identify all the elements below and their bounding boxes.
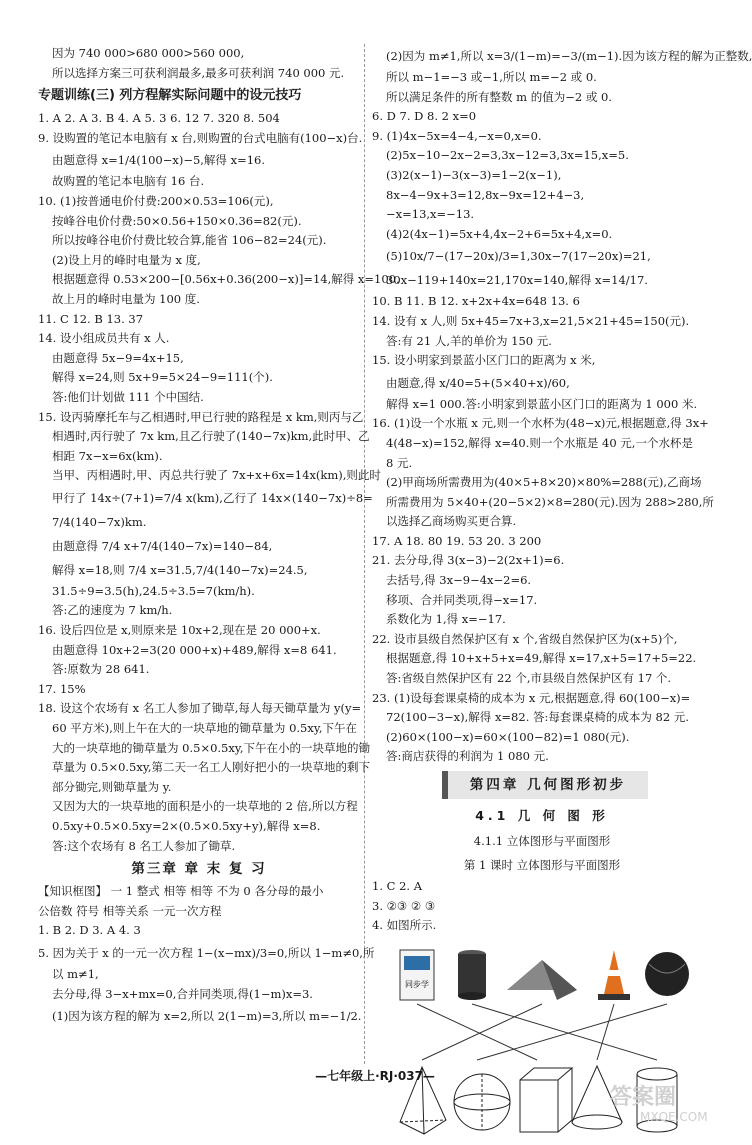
- answer-line: (5)10x/7−(17−20x)/3=1,30x−7(17−20x)=21,: [386, 249, 651, 264]
- answer-line: 系数化为 1,得 x=−17.: [386, 612, 506, 627]
- answer-line: 22. 设市县级自然保护区有 x 个,省级自然保护区为(x+5)个,: [372, 631, 678, 646]
- answer-line: 21. 去分母,得 3(x−3)−2(2x+1)=6.: [372, 553, 565, 568]
- answer-line: 【知识框图】 一 1 整式 相等 相等 不为 0 各分母的最小: [38, 884, 324, 899]
- answer-line: 4(48−x)=152,解得 x=40.则一个水瓶是 40 元,一个水杯是: [386, 435, 693, 450]
- answer-line: (4)2(4x−1)=5x+4,4x−2+6=5x+4,x=0.: [386, 226, 613, 241]
- answer-line: 大的一块草地的锄草量为 0.5×0.5xy,下午在小的一块草地的锄: [52, 740, 370, 755]
- answer-line: 根据题意得 0.53×200−[0.56x+0.36(200−x)]=14,解得 x=100.: [52, 272, 400, 287]
- answer-line: 4. 如图所示.: [372, 918, 437, 933]
- answer-line: (2)甲商场所需费用为(40×5+8×20)×80%=288(元),乙商场: [386, 475, 702, 490]
- answer-line: 由题意得 x=1/4(100−x)−5,解得 x=16.: [52, 153, 266, 168]
- answer-line: 14. 设有 x 人,则 5x+45=7x+3,x=21,5×21+45=150(元).: [372, 313, 690, 328]
- answer-line: 答:有 21 人,羊的单价为 150 元.: [386, 333, 552, 348]
- section-heading: 专题训练(三) 列方程解实际问题中的设元技巧: [38, 88, 302, 104]
- answer-line: 9. (1)4x−5x=4−4,−x=0,x=0.: [372, 128, 542, 143]
- answer-line: 3. ②③ ② ③: [372, 898, 436, 913]
- answer-line: 10. (1)按普通电价付费:200×0.53=106(元),: [38, 193, 274, 208]
- answer-line: 60 平方米),则上午在大的一块草地的锄草量为 0.5xy,下午在: [52, 721, 357, 736]
- answer-line: (2)因为 m≠1,所以 x=3/(1−m)=−3/(m−1).因为该方程的解为正整数,: [386, 49, 752, 63]
- right-answer-lines: [372, 44, 752, 767]
- answer-line: 由题意得 7/4 x+7/4(140−7x)=140−84,: [52, 538, 273, 553]
- answer-line: 15. 设小明家到景蓝小区门口的距离为 x 米,: [372, 353, 596, 368]
- answer-line: 所需费用为 5×40+(20−5×2)×8=280(元).因为 288>280,所: [386, 494, 714, 509]
- answer-line: 17. 15%: [38, 681, 86, 696]
- answer-line: 草量为 0.5×0.5xy,第二天一名工人刚好把小的一块草地的剩下: [52, 760, 370, 775]
- answer-line: 23. (1)设每套课桌椅的成本为 x 元,根据题意,得 60(100−x)=: [372, 690, 691, 705]
- right-column: [372, 44, 752, 1142]
- answer-line: 14. 设小组成员共有 x 人.: [38, 331, 170, 346]
- answer-line: 相遇时,丙行驶了 7x km,且乙行驶了(140−7x)km,此时甲、乙: [52, 429, 370, 444]
- traffic-cone-image: [598, 950, 630, 1000]
- answer-line: 去括号,得 3x−9−4x−2=6.: [386, 573, 532, 588]
- answer-line: 当甲、丙相遇时,甲、丙总共行驶了 7x+x+6x=14x(km),则此时: [52, 468, 381, 483]
- answer-line: 0.5xy+0.5×0.5xy=2×(0.5×0.5xy+y),解得 x=8.: [52, 819, 321, 833]
- answer-line: 1. B 2. D 3. A 4. 3: [38, 923, 141, 938]
- answer-line: (2)5x−10−2x−2=3,3x−12=3,3x=15,x=5.: [386, 148, 629, 163]
- answer-line: (2)设上月的峰时电量为 x 度,: [52, 252, 201, 267]
- answer-line: 30x−119+140x=21,170x=140,解得 x=14/17.: [386, 273, 648, 288]
- answer-line: (3)2(x−1)−3(x−3)=1−2(x−1),: [386, 167, 562, 182]
- answer-line: 由题意,得 x/40=5+(5×40+x)/60,: [386, 375, 570, 390]
- answer-line: (2)60×(100−x)=60×(100−82)=1 080(元).: [386, 729, 630, 744]
- answer-line: 72(100−3−x),解得 x=82. 答:每套课桌椅的成本为 82 元.: [386, 710, 689, 725]
- answer-line: 由题意得 10x+2=3(20 000+x)+489,解得 x=8 641.: [52, 642, 337, 657]
- answer-line: 所以 m−1=−3 或−1,所以 m=−2 或 0.: [386, 70, 597, 84]
- answer-line: 11. C 12. B 13. 37: [38, 311, 144, 326]
- answer-line: 答:省级自然保护区有 22 个,市县级自然保护区有 17 个.: [386, 671, 672, 686]
- chapter-four-banner: [442, 771, 648, 799]
- answer-line: 以 m≠1,: [52, 966, 99, 981]
- answer-line: 8x−4−9x+3=12,8x−9x=12+4−3,: [386, 187, 585, 202]
- chapter-heading: 第三章 章 末 复 习: [131, 861, 267, 878]
- answer-line: 解得 x=1 000.答:小明家到景蓝小区门口的距离为 1 000 米.: [386, 396, 698, 411]
- answer-line: 按峰谷电价付费:50×0.56+150×0.36=82(元).: [52, 213, 302, 228]
- matching-lines: [417, 1004, 667, 1060]
- ball-image: [645, 952, 689, 996]
- chapter-four-title: 第四章 几何图形初步: [469, 777, 627, 793]
- answer-line: 移项、合并同类项,得−x=17.: [386, 592, 538, 607]
- answer-line: 10. B 11. B 12. x+2x+4x=648 13. 6: [372, 294, 580, 309]
- answer-line: 8 元.: [386, 455, 413, 470]
- answer-line: 去分母,得 3−x+mx=0,合并同类项,得(1−m)x=3.: [52, 986, 313, 1001]
- cup-image: [458, 950, 486, 1000]
- page-footer: —七年级上·RJ·037—: [315, 1069, 435, 1083]
- answer-line: 以选择乙商场购买更合算.: [386, 514, 517, 529]
- section-title: 4.1 几 何 图 形: [475, 808, 609, 823]
- answer-line: 因为 740 000>680 000>560 000,: [52, 46, 245, 60]
- answer-line: 根据题意,得 10+x+5+x=49,解得 x=17,x+5=17+5=22.: [386, 651, 697, 666]
- rubiks-cube-book-image: [400, 950, 434, 1000]
- watermark-logo: 答案圈: [610, 1085, 677, 1110]
- answer-line: 故购置的笔记本电脑有 16 台.: [52, 174, 205, 189]
- answer-line: 解得 x=18,则 7/4 x=31.5,7/4(140−7x)=24.5,: [52, 562, 308, 577]
- watermark-url: MXQE.COM: [640, 1110, 708, 1124]
- book-cover-text: 同步学: [405, 979, 429, 989]
- answer-line: 公倍数 符号 相等关系 一元一次方程: [38, 903, 222, 918]
- column-divider: [364, 44, 365, 1064]
- prism-image: [507, 960, 577, 1000]
- answer-line: 17. A 18. 80 19. 53 20. 3 200: [372, 533, 542, 548]
- answer-line: (1)因为该方程的解为 x=2,所以 2(1−m)=3,所以 m=−1/2.: [52, 1009, 362, 1024]
- answer-line: 7/4(140−7x)km.: [52, 514, 147, 529]
- answer-line: 答:这个农场有 8 名工人参加了锄草.: [52, 838, 236, 853]
- answer-line: 又因为大的一块草地的面积是小的一块草地的 2 倍,所以方程: [52, 799, 358, 814]
- answer-line: 答:商店获得的利润为 1 080 元.: [386, 749, 549, 764]
- answer-line: 甲行了 14x÷(7+1)=7/4 x(km),乙行了 14x×(140−7x)÷8=: [52, 490, 373, 505]
- answer-line: 5. 因为关于 x 的一元一次方程 1−(x−mx)/3=0,所以 1−m≠0,所: [38, 945, 375, 960]
- answer-line: 所以满足条件的所有整数 m 的值为−2 或 0.: [386, 89, 612, 104]
- answer-line: 故上月的峰时电量为 100 度.: [52, 291, 200, 306]
- subsection-title: 4.1.1 立体图形与平面图形: [473, 834, 611, 848]
- answer-line: 答:乙的速度为 7 km/h.: [52, 603, 173, 618]
- answer-line: 31.5÷9=3.5(h),24.5÷3.5=7(km/h).: [52, 583, 255, 598]
- answer-line: 解得 x=24,则 5x+9=5×24−9=111(个).: [52, 370, 273, 385]
- answer-line: −x=13,x=−13.: [386, 207, 475, 222]
- answer-line: 由题意得 5x−9=4x+15,: [52, 350, 184, 365]
- answer-line: 所以按峰谷电价付费比较合算,能省 106−82=24(元).: [52, 233, 327, 248]
- answer-line: 1. A 2. A 3. B 4. A 5. 3 6. 12 7. 320 8. 504: [38, 111, 280, 126]
- answer-line: 16. (1)设一个水瓶 x 元,则一个水杯为(48−x)元,根据题意,得 3x+: [372, 416, 709, 431]
- answer-line: 6. D 7. D 8. 2 x=0: [372, 109, 477, 124]
- answer-line: 答:原数为 28 641.: [52, 662, 150, 677]
- answer-line: 16. 设后四位是 x,则原来是 10x+2,现在是 20 000+x.: [38, 623, 321, 638]
- answer-line: 15. 设丙骑摩托车与乙相遇时,甲已行驶的路程是 x km,则丙与乙: [38, 409, 364, 424]
- answer-line: 相距 7x−x=6x(km).: [52, 448, 163, 463]
- lesson-title: 第 1 课时 立体图形与平面图形: [463, 858, 621, 872]
- answer-line: 所以选择方案三可获利润最多,最多可获利润 740 000 元.: [52, 65, 345, 80]
- answer-line: 部分锄完,则锄草量为 y.: [52, 779, 172, 794]
- answer-line: 18. 设这个农场有 x 名工人参加了锄草,每人每天锄草量为 y(y=: [38, 701, 362, 716]
- answer-line: 答:他们计划做 111 个中国结.: [52, 389, 204, 404]
- answer-line: 1. C 2. A: [372, 879, 423, 893]
- answer-line: 9. 设购置的笔记本电脑有 x 台,则购置的台式电脑有(100−x)台.: [38, 130, 363, 145]
